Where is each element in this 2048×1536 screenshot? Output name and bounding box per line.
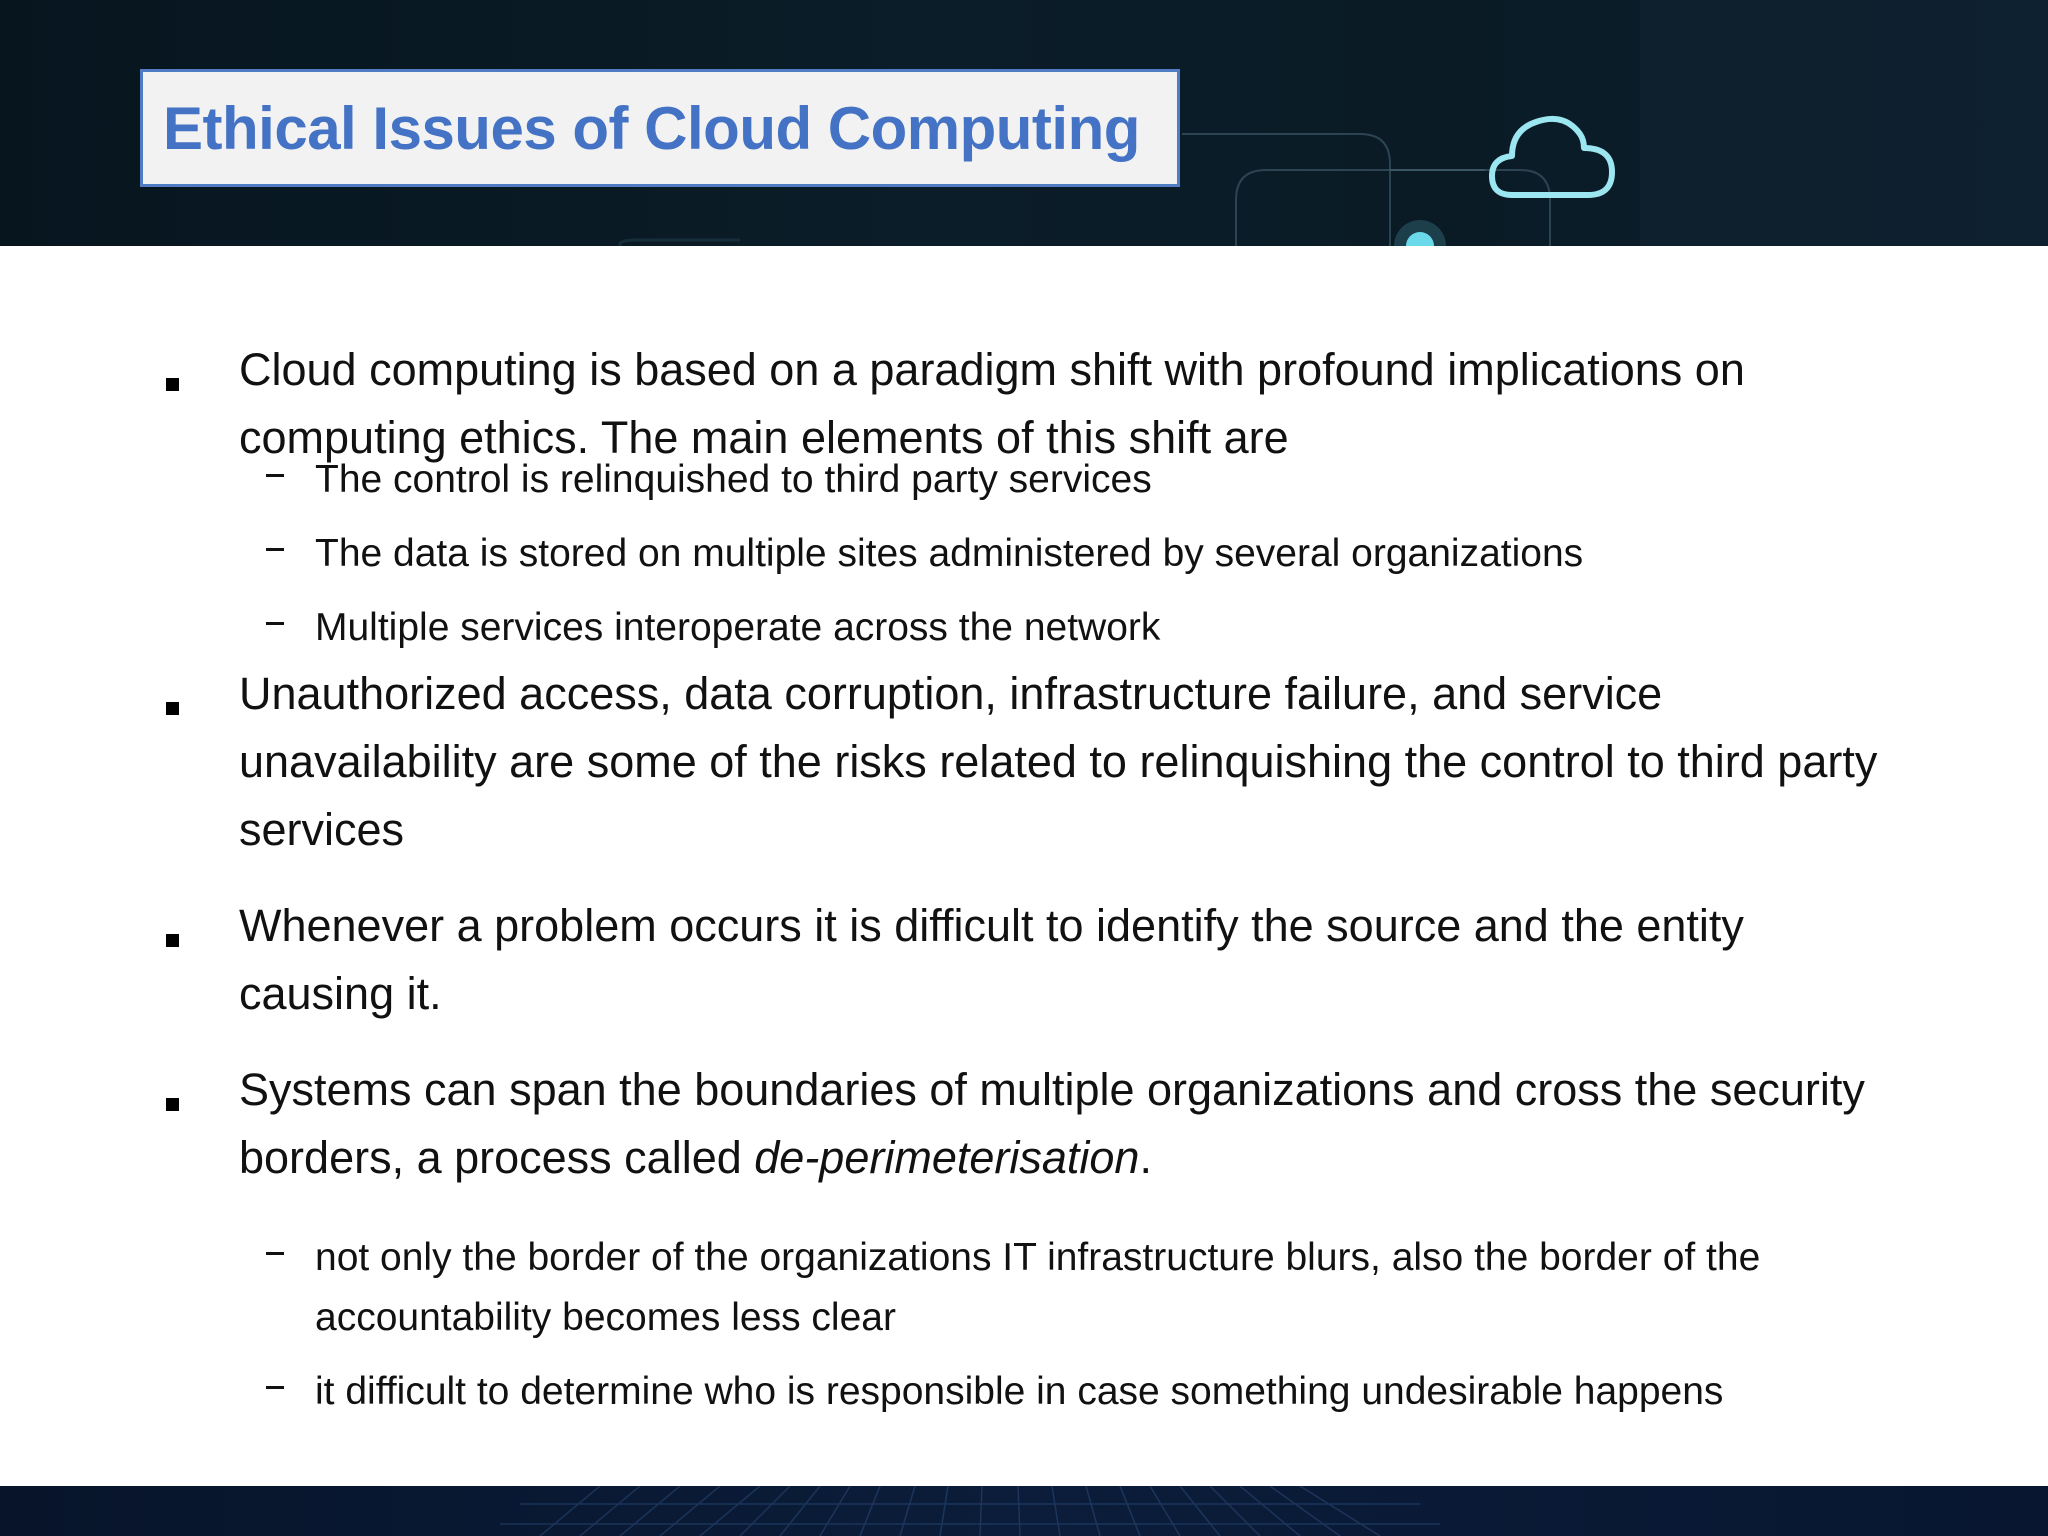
sub-text: The data is stored on multiple sites administered by several organizations: [315, 532, 1584, 575]
bullet-text: Whenever a problem occurs it is difficult to identify the source and the entity causing it.: [239, 900, 1744, 1019]
bullet-text-after: .: [1139, 1132, 1152, 1183]
sub-text: The control is relinquished to third party services: [315, 458, 1152, 501]
bullet-marker: [166, 1098, 179, 1111]
bullet-text: Cloud computing is based on a paradigm shift with profound implications on computing ethics. The main elements of this shift are: [239, 344, 1745, 463]
sub-text: Multiple services interoperate across the network: [315, 606, 1161, 649]
slide-title: Ethical Issues of Cloud Computing: [163, 94, 1140, 162]
bullet-text: Unauthorized access, data corruption, infrastructure failure, and service unavailability are some of the risks related to relinquishing the control to third party services: [239, 668, 1878, 855]
sub-text: it difficult to determine who is responsible in case something undesirable happens: [315, 1370, 1724, 1413]
sub-dash: [266, 1386, 284, 1389]
bullet-text: [239, 1056, 1879, 1192]
header-banner: [0, 0, 2048, 246]
sub-dash: [266, 622, 284, 625]
bullet-marker: [166, 702, 179, 715]
sub-dash: [266, 548, 284, 551]
sub-dash: [266, 1252, 284, 1255]
bullet-text-before: Systems can span the boundaries of multiple organizations and cross the security borders, a process called: [239, 1064, 1865, 1183]
title-box: [140, 69, 1180, 187]
bullet-marker: [166, 934, 179, 947]
bullet-text-emphasis: de-perimeterisation: [754, 1132, 1140, 1183]
sub-text: not only the border of the organizations IT infrastructure blurs, also the border of the accountability becomes less clear: [315, 1236, 1761, 1339]
slide-content: [0, 246, 2048, 1486]
sub-dash: [266, 474, 284, 477]
bullet-marker: [166, 378, 179, 391]
footer-bar: [0, 1486, 2048, 1536]
footer-grid-decoration: [0, 1486, 2048, 1536]
cloud-icon: [1484, 100, 1624, 210]
